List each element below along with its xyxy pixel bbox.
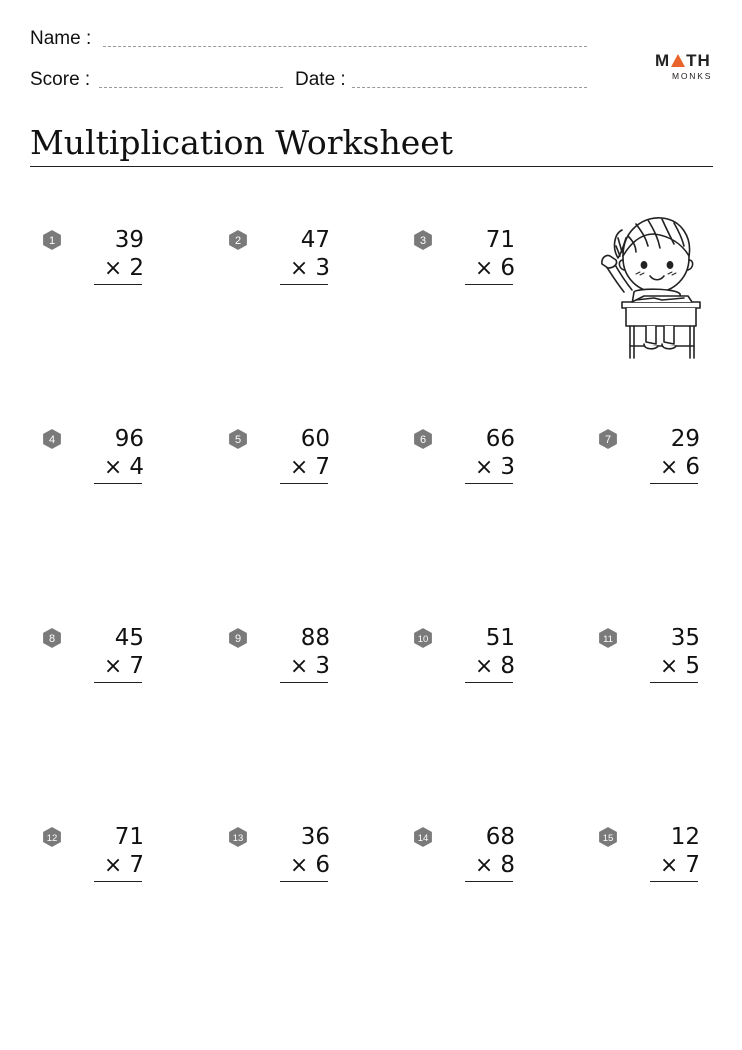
multiplier: 6 — [500, 255, 515, 281]
multiply-sign: × — [103, 654, 123, 679]
problem-2 — [228, 226, 328, 296]
answer-line — [650, 483, 698, 484]
answer-line — [280, 483, 328, 484]
problem-5 — [228, 425, 328, 495]
multiplicand: 60 — [300, 426, 330, 452]
problem-number: 1 — [48, 235, 56, 247]
problem-number-badge — [413, 429, 433, 449]
problem-number: 2 — [234, 235, 242, 247]
problem-number: 4 — [48, 434, 56, 446]
problem-number: 11 — [603, 634, 613, 645]
multiply-sign: × — [474, 853, 494, 878]
problem-number-badge — [413, 230, 433, 250]
page-title: Multiplication Worksheet — [30, 123, 454, 162]
problem-number: 7 — [604, 434, 612, 446]
answer-line — [650, 881, 698, 882]
multiplier: 7 — [685, 852, 700, 878]
answer-line — [280, 284, 328, 285]
problem-number-badge — [228, 827, 248, 847]
answer-line — [94, 682, 142, 683]
problem-number-badge — [413, 628, 433, 648]
multiplier: 3 — [315, 255, 330, 281]
problem-number-badge — [42, 628, 62, 648]
problem-number: 13 — [232, 833, 244, 844]
multiplier: 7 — [315, 454, 330, 480]
answer-line — [465, 881, 513, 882]
multiplicand: 51 — [485, 625, 515, 651]
problem-1 — [42, 226, 142, 296]
multiplier: 8 — [500, 852, 515, 878]
problem-number: 6 — [419, 434, 427, 446]
multiplier: 7 — [129, 852, 144, 878]
score-field[interactable] — [99, 87, 283, 88]
logo-subtext: MONKS — [672, 71, 713, 81]
multiply-sign: × — [289, 455, 309, 480]
problem-14 — [413, 823, 513, 893]
problem-10 — [413, 624, 513, 694]
problem-number: 15 — [602, 833, 614, 844]
answer-line — [465, 483, 513, 484]
problem-number: 14 — [417, 833, 429, 844]
multiplicand: 71 — [114, 824, 144, 850]
multiplier: 4 — [129, 454, 144, 480]
problem-number: 12 — [46, 833, 58, 844]
answer-line — [465, 284, 513, 285]
problem-number: 10 — [417, 634, 429, 645]
multiply-sign: × — [103, 853, 123, 878]
multiply-sign: × — [474, 455, 494, 480]
multiplier: 8 — [500, 653, 515, 679]
problem-number-badge — [598, 827, 618, 847]
problem-3 — [413, 226, 513, 296]
multiplicand: 29 — [670, 426, 700, 452]
multiply-sign: × — [103, 256, 123, 281]
problem-number-badge — [228, 628, 248, 648]
problem-13 — [228, 823, 328, 893]
multiplier: 6 — [685, 454, 700, 480]
logo-text-right: TH — [686, 51, 711, 70]
multiplicand: 36 — [300, 824, 330, 850]
problem-number-badge — [228, 230, 248, 250]
multiplicand: 35 — [670, 625, 700, 651]
multiply-sign: × — [289, 853, 309, 878]
problem-number: 8 — [48, 633, 56, 645]
problem-11 — [598, 624, 698, 694]
problem-number-badge — [598, 429, 618, 449]
multiply-sign: × — [103, 455, 123, 480]
answer-line — [94, 483, 142, 484]
multiplicand: 39 — [114, 227, 144, 253]
problem-6 — [413, 425, 513, 495]
multiplier: 3 — [500, 454, 515, 480]
problem-7 — [598, 425, 698, 495]
multiplier: 6 — [315, 852, 330, 878]
problem-number: 5 — [234, 434, 242, 446]
math-monks-logo — [655, 52, 715, 81]
problem-number-badge — [228, 429, 248, 449]
answer-line — [94, 881, 142, 882]
multiply-sign: × — [659, 654, 679, 679]
problem-number: 9 — [234, 633, 242, 645]
multiplicand: 71 — [485, 227, 515, 253]
name-field[interactable] — [103, 46, 587, 47]
problem-number-badge — [42, 429, 62, 449]
date-field[interactable] — [352, 87, 587, 88]
multiplicand: 45 — [114, 625, 144, 651]
multiply-sign: × — [659, 853, 679, 878]
problem-4 — [42, 425, 142, 495]
title-divider — [30, 166, 713, 167]
logo-triangle-icon — [671, 54, 685, 67]
multiply-sign: × — [474, 256, 494, 281]
problem-8 — [42, 624, 142, 694]
answer-line — [650, 682, 698, 683]
name-label: Name : — [30, 28, 92, 49]
problem-number-badge — [42, 230, 62, 250]
score-label: Score : — [30, 69, 91, 90]
problem-15 — [598, 823, 698, 893]
problem-number-badge — [413, 827, 433, 847]
answer-line — [465, 682, 513, 683]
problem-number-badge — [42, 827, 62, 847]
problem-9 — [228, 624, 328, 694]
multiplicand: 96 — [114, 426, 144, 452]
multiplier: 5 — [685, 653, 700, 679]
multiplicand: 88 — [300, 625, 330, 651]
problem-12 — [42, 823, 142, 893]
multiplicand: 66 — [485, 426, 515, 452]
multiplicand: 12 — [670, 824, 700, 850]
answer-line — [280, 682, 328, 683]
date-label: Date : — [295, 69, 346, 90]
multiplier: 3 — [315, 653, 330, 679]
multiply-sign: × — [474, 654, 494, 679]
multiplicand: 47 — [300, 227, 330, 253]
multiplicand: 68 — [485, 824, 515, 850]
answer-line — [280, 881, 328, 882]
multiply-sign: × — [289, 654, 309, 679]
logo-text-left: M — [655, 51, 671, 70]
problem-number-badge — [598, 628, 618, 648]
multiply-sign: × — [289, 256, 309, 281]
answer-line — [94, 284, 142, 285]
multiplier: 2 — [129, 255, 144, 281]
multiply-sign: × — [659, 455, 679, 480]
girl-at-desk-illustration — [596, 208, 708, 364]
problem-number: 3 — [419, 235, 427, 247]
multiplier: 7 — [129, 653, 144, 679]
